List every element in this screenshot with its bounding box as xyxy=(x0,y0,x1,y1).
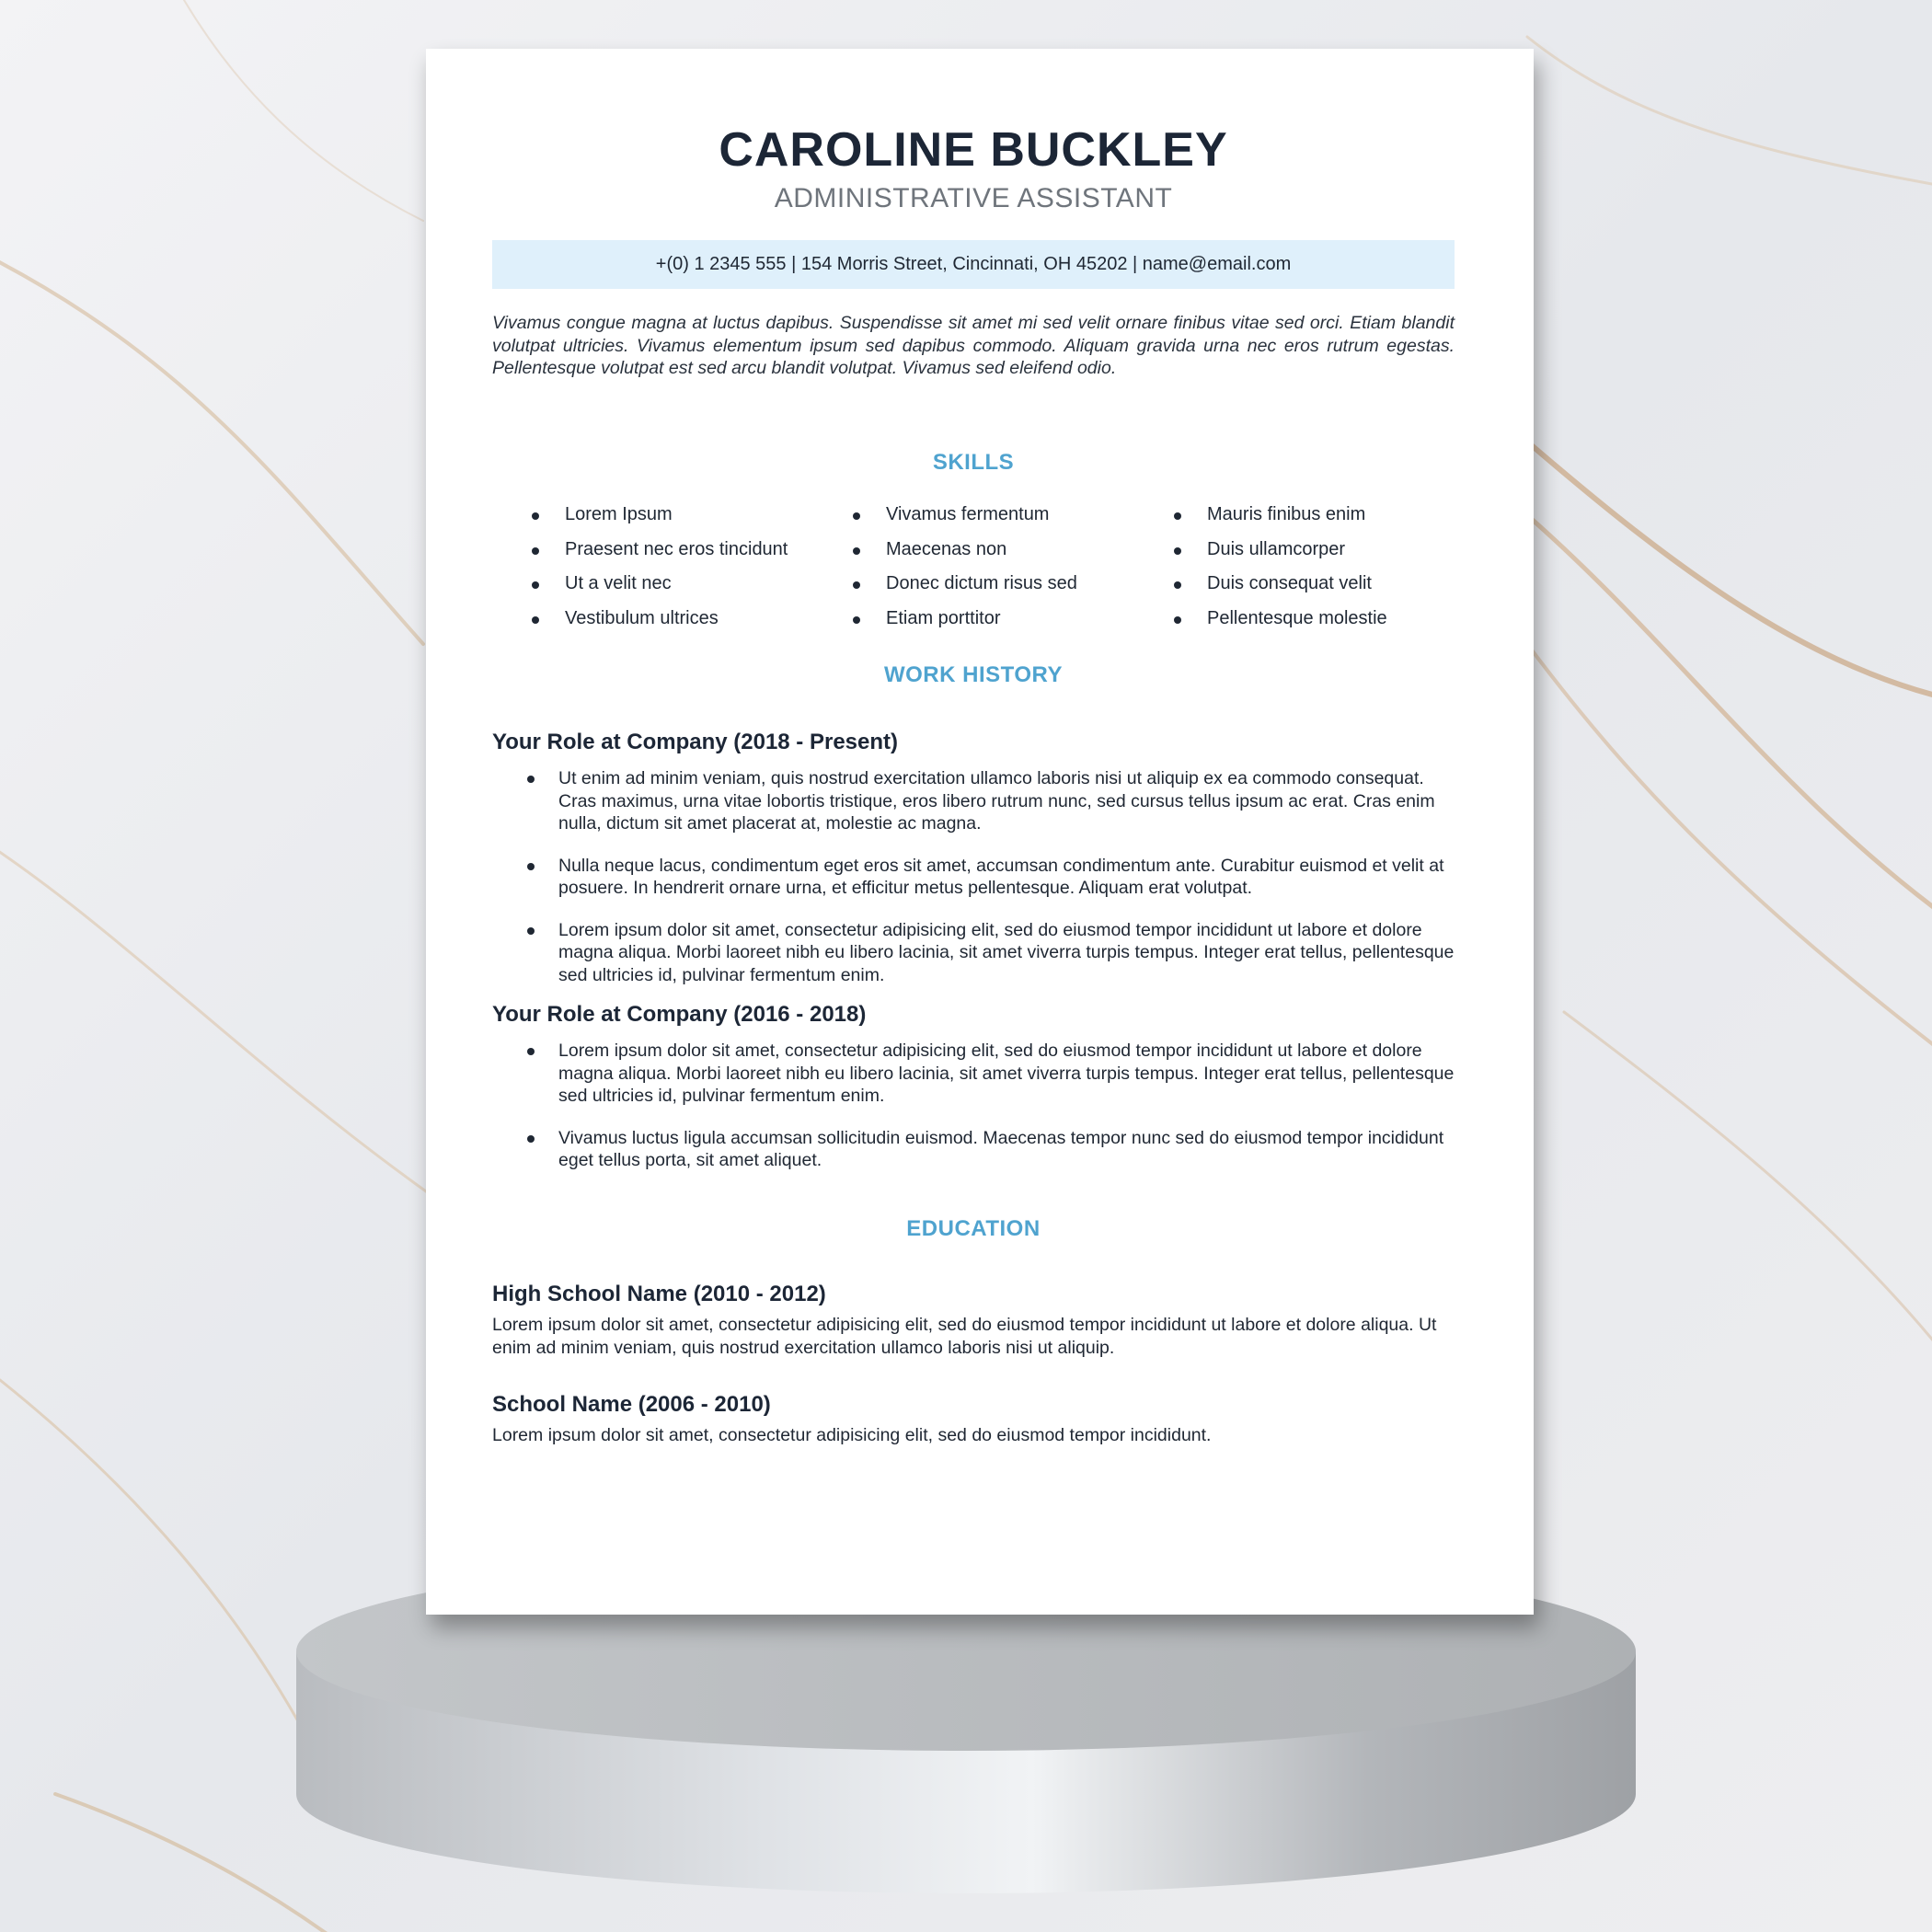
contact-band: +(0) 1 2345 555 | 154 Morris Street, Cincinnati, OH 45202 | name@email.com xyxy=(492,240,1455,289)
skill-item: Mauris finibus enim xyxy=(1174,498,1468,533)
work-history-heading: WORK HISTORY xyxy=(883,662,1063,687)
skill-item: Lorem Ipsum xyxy=(532,498,826,533)
job-title: Your Role at Company (2016 - 2018) xyxy=(492,1002,867,1027)
skill-item: Praesent nec eros tincidunt xyxy=(532,533,826,568)
skill-item: Maecenas non xyxy=(853,533,1147,568)
candidate-name: CAROLINE BUCKLEY xyxy=(719,123,1228,177)
skill-item: Duis consequat velit xyxy=(1174,567,1468,602)
summary-paragraph: Vivamus congue magna at luctus dapibus. Suspendisse sit amet mi sed velit ornare finibus vitae sed orci. Etiam blandit volutpat ultricies. Vivamus elementum ipsum sed dapibus commodo. Aliquam gravida urna nec eros rutrum egestas. Pellentesque volutpat est sed arcu blandit volutpat. Vivamus sed eleifend odio. xyxy=(492,313,1455,378)
skills-heading: SKILLS xyxy=(932,450,1015,475)
job-bullets xyxy=(492,767,1455,1005)
job-bullet: Lorem ipsum dolor sit amet, consectetur adipisicing elit, sed do eiusmod tempor incididunt ut labore et dolore magna aliqua. Morbi laoreet nibh eu libero lacinia, sit amet viverra turpis tempus. Integer erat tellus, pellentesque sed ultricies id, pulvinar fermentum enim. xyxy=(492,919,1455,987)
skill-item: Etiam porttitor xyxy=(853,602,1147,637)
skill-item: Vivamus fermentum xyxy=(853,498,1147,533)
job-bullets xyxy=(492,1040,1455,1190)
education-heading: EDUCATION xyxy=(906,1216,1041,1241)
job-bullet: Vivamus luctus ligula accumsan sollicitudin euismod. Maecenas tempor nunc sed do eiusmod tempor incididunt eget tellus porta, sit amet aliquet. xyxy=(492,1127,1455,1172)
resume-content xyxy=(492,49,1455,1615)
education-title: School Name (2006 - 2010) xyxy=(492,1392,771,1417)
job-bullet: Lorem ipsum dolor sit amet, consectetur adipisicing elit, sed do eiusmod tempor incididunt ut labore et dolore magna aliqua. Morbi laoreet nibh eu libero lacinia, sit amet viverra turpis tempus. Integer erat tellus, pellentesque sed ultricies id, pulvinar fermentum enim. xyxy=(492,1040,1455,1108)
education-description: Lorem ipsum dolor sit amet, consectetur adipisicing elit, sed do eiusmod tempor incididunt. xyxy=(492,1425,1212,1445)
job-bullet: Nulla neque lacus, condimentum eget eros sit amet, accumsan condimentum ante. Curabitur euismod et velit at posuere. In hendrerit ornare urna, et efficitur metus pellentesque. Aliquam erat volutpat. xyxy=(492,855,1455,900)
candidate-role: ADMINISTRATIVE ASSISTANT xyxy=(774,183,1173,213)
job-bullet: Ut enim ad minim veniam, quis nostrud exercitation ullamco laboris nisi ut aliquip ex ea commodo consequat. Cras maximus, urna vitae lobortis tristique, eros libero rutrum nunc, sed cursus tellus ipsum ac erat. Cras enim nulla, dictum sit amet placerat at, molestie ac magna. xyxy=(492,767,1455,835)
skill-item: Vestibulum ultrices xyxy=(532,602,826,637)
skill-item: Ut a velit nec xyxy=(532,567,826,602)
skill-item: Donec dictum risus sed xyxy=(853,567,1147,602)
skill-item: Duis ullamcorper xyxy=(1174,533,1468,568)
resume-page xyxy=(426,49,1534,1615)
job-title: Your Role at Company (2018 - Present) xyxy=(492,730,898,754)
education-title: High School Name (2010 - 2012) xyxy=(492,1282,826,1306)
skills-column-2 xyxy=(853,498,1147,636)
skills-column-1 xyxy=(532,498,826,636)
skills-column-3 xyxy=(1174,498,1468,636)
education-description: Lorem ipsum dolor sit amet, consectetur adipisicing elit, sed do eiusmod tempor incididunt ut labore et dolore aliqua. Ut enim ad minim veniam, quis nostrud exercitation ullamco laboris nisi ut aliquip. xyxy=(492,1315,1437,1358)
skill-item: Pellentesque molestie xyxy=(1174,602,1468,637)
skills-list xyxy=(492,498,1455,645)
